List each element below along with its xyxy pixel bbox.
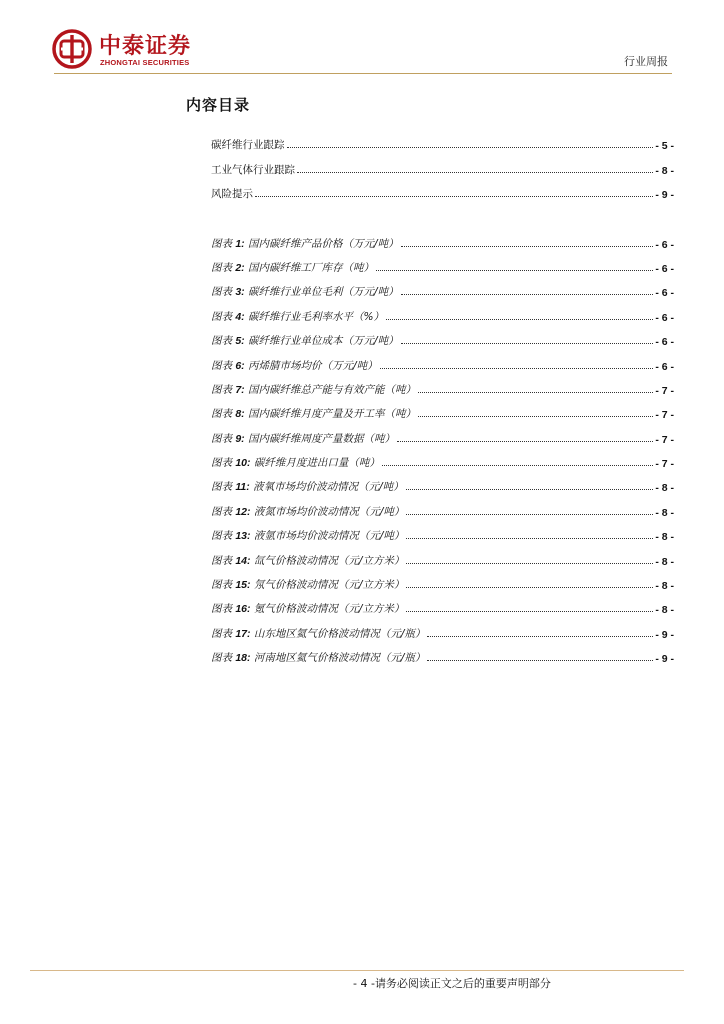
toc-section-entry[interactable] (211, 177, 674, 201)
report-type-label: 行业周报 (624, 55, 668, 68)
toc-figure-label (211, 358, 378, 373)
toc-entry-page: - 9 - (655, 653, 674, 666)
toc-entry-page: - 7 - (655, 458, 674, 471)
toc-figure-entry[interactable] (211, 251, 674, 275)
toc-figure-entry[interactable] (211, 397, 674, 421)
figure-prefix: 图表 (211, 457, 232, 470)
figure-title: 国内碳纤维月度产量及开工率（吨） (248, 408, 417, 421)
toc-figure-label (211, 333, 399, 348)
toc-entry-page: - 8 - (655, 164, 674, 177)
figure-title: 液氩市场均价波动情况（元/吨） (253, 530, 405, 543)
toc-leader-dots (255, 195, 653, 197)
toc-entry-page: - 8 - (655, 604, 674, 617)
figure-prefix: 图表 (211, 481, 232, 494)
toc-entry-label: 风险提示 (211, 188, 253, 201)
figure-prefix: 图表 (211, 432, 232, 445)
toc-figure-label (211, 455, 380, 470)
toc-figure-entry[interactable] (211, 324, 674, 348)
toc-leader-dots (427, 635, 653, 637)
toc-entry-page: - 6 - (655, 311, 674, 324)
figure-title: 氪气价格波动情况（元/立方米） (253, 603, 405, 616)
toc-leader-dots (386, 318, 653, 320)
figure-prefix: 图表 (211, 237, 232, 250)
toc-figure-label (211, 650, 425, 665)
toc-entry-page: - 7 - (655, 433, 674, 446)
toc-figure-entry[interactable] (211, 592, 674, 616)
figure-number: 7: (235, 383, 245, 396)
toc-figure-label (211, 528, 404, 543)
company-logo (52, 27, 222, 73)
toc-figure-label (211, 284, 399, 299)
figure-prefix: 图表 (211, 408, 232, 421)
toc-entry-page: - 6 - (655, 360, 674, 373)
figure-number: 10: (235, 457, 251, 470)
figure-prefix: 图表 (211, 554, 232, 567)
footer-disclaimer: 请务必阅读正文之后的重要声明部分 (374, 977, 551, 990)
toc-leader-dots (401, 293, 654, 295)
figure-title: 碳纤维行业毛利率水平（%） (248, 310, 385, 323)
toc-figure-entry[interactable] (211, 470, 674, 494)
toc-figure-label (211, 431, 395, 446)
toc-figure-label (211, 626, 425, 641)
table-of-contents (211, 128, 674, 665)
toc-title: 内容目录 (186, 96, 251, 114)
figure-prefix: 图表 (211, 652, 232, 665)
toc-figure-entry[interactable] (211, 519, 674, 543)
toc-figure-entry[interactable] (211, 641, 674, 665)
toc-entry-page: - 8 - (655, 482, 674, 495)
toc-entry-page: - 8 - (655, 555, 674, 568)
toc-entry-page: - 8 - (655, 580, 674, 593)
toc-leader-dots (406, 488, 654, 490)
toc-entry-page: - 7 - (655, 409, 674, 422)
toc-entry-page: - 8 - (655, 506, 674, 519)
figure-number: 5: (235, 335, 245, 348)
figure-title: 液氧市场均价波动情况（元/吨） (253, 481, 404, 494)
figure-prefix: 图表 (211, 603, 232, 616)
figure-number: 1: (235, 237, 245, 250)
toc-leader-dots (406, 586, 653, 588)
header-divider (54, 73, 672, 74)
toc-leader-dots (406, 537, 653, 539)
toc-figure-label (211, 236, 399, 251)
page-number: - 4 - (353, 977, 375, 990)
figure-title: 山东地区氦气价格波动情况（元/瓶） (253, 627, 426, 640)
toc-leader-dots (397, 440, 653, 442)
toc-leader-dots (418, 415, 653, 417)
figure-prefix: 图表 (211, 359, 232, 372)
page-footer (353, 975, 551, 991)
figure-number: 17: (235, 627, 251, 640)
toc-entry-page: - 6 - (655, 238, 674, 251)
toc-entry-label: 碳纤维行业跟踪 (211, 139, 285, 152)
toc-leader-dots (401, 245, 654, 247)
figure-title: 碳纤维行业单位成本（万元/吨） (248, 335, 399, 348)
toc-sections (211, 128, 674, 201)
figure-prefix: 图表 (211, 286, 232, 299)
toc-figure-label (211, 577, 404, 592)
toc-leader-dots (427, 659, 653, 661)
figure-title: 国内碳纤维工厂库存（吨） (248, 261, 375, 274)
toc-figure-label (211, 504, 404, 519)
toc-entry-page: - 6 - (655, 287, 674, 300)
toc-entry-page: - 9 - (655, 189, 674, 202)
toc-leader-dots (380, 367, 654, 369)
figure-number: 2: (235, 261, 245, 274)
figure-prefix: 图表 (211, 310, 232, 323)
figure-number: 8: (235, 408, 245, 421)
toc-figure-entry[interactable] (211, 543, 674, 567)
figure-prefix: 图表 (211, 335, 232, 348)
toc-entry-page: - 6 - (655, 336, 674, 349)
toc-figure-entry[interactable] (211, 275, 674, 299)
logo-english-name: ZHONGTAI SECURITIES (100, 58, 190, 67)
toc-figures (211, 226, 674, 665)
toc-figure-entry[interactable] (211, 226, 674, 250)
figure-number: 16: (235, 603, 251, 616)
figure-title: 氙气价格波动情况（元/立方米） (253, 554, 405, 567)
figure-title: 丙烯腈市场均价（万元/吨） (248, 359, 378, 372)
toc-figure-entry[interactable] (211, 373, 674, 397)
toc-spacer (211, 201, 674, 226)
toc-leader-dots (418, 391, 653, 393)
toc-entry-page: - 7 - (655, 384, 674, 397)
figure-title: 国内碳纤维产品价格（万元/吨） (248, 237, 399, 250)
toc-figure-label (211, 479, 404, 494)
toc-figure-entry[interactable] (211, 299, 674, 323)
toc-leader-dots (406, 562, 653, 564)
figure-number: 13: (235, 530, 251, 543)
figure-title: 氖气价格波动情况（元/立方米） (253, 579, 405, 592)
toc-leader-dots (406, 610, 653, 612)
figure-number: 14: (235, 554, 251, 567)
figure-title: 碳纤维行业单位毛利（万元/吨） (248, 286, 399, 299)
toc-leader-dots (406, 513, 653, 515)
figure-title: 河南地区氦气价格波动情况（元/瓶） (253, 652, 426, 665)
figure-title: 液氮市场均价波动情况（元/吨） (253, 505, 405, 518)
toc-figure-entry[interactable] (211, 616, 674, 640)
toc-figure-entry[interactable] (211, 446, 674, 470)
toc-leader-dots (401, 342, 654, 344)
toc-figure-entry[interactable] (211, 494, 674, 518)
toc-entry-label: 工业气体行业跟踪 (211, 163, 295, 176)
toc-figure-entry[interactable] (211, 568, 674, 592)
toc-section-entry[interactable] (211, 128, 674, 152)
figure-number: 11: (235, 481, 250, 494)
toc-figure-label (211, 260, 374, 275)
toc-figure-entry[interactable] (211, 348, 674, 372)
toc-leader-dots (376, 269, 653, 271)
figure-title: 国内碳纤维周度产量数据（吨） (248, 432, 396, 445)
toc-section-entry[interactable] (211, 152, 674, 176)
figure-number: 6: (235, 359, 245, 372)
toc-leader-dots (297, 171, 653, 173)
figure-title: 碳纤维月度进出口量（吨） (253, 457, 380, 470)
toc-entry-page: - 8 - (655, 531, 674, 544)
figure-prefix: 图表 (211, 261, 232, 274)
figure-prefix: 图表 (211, 579, 232, 592)
figure-prefix: 图表 (211, 383, 232, 396)
toc-entry-page: - 6 - (655, 262, 674, 275)
logo-chinese-name: 中泰证券 (99, 34, 192, 59)
zhongtai-logo-icon (52, 29, 92, 69)
toc-leader-dots (382, 464, 653, 466)
footer-divider (30, 970, 684, 971)
toc-figure-label (211, 601, 404, 616)
figure-title: 国内碳纤维总产能与有效产能（吨） (248, 383, 417, 396)
figure-number: 3: (235, 286, 245, 299)
toc-entry-page: - 5 - (655, 140, 674, 153)
figure-number: 15: (235, 579, 251, 592)
figure-prefix: 图表 (211, 530, 232, 543)
toc-figure-label (211, 553, 404, 568)
figure-prefix: 图表 (211, 505, 232, 518)
toc-leader-dots (287, 146, 654, 148)
figure-number: 9: (235, 432, 245, 445)
page-header (0, 0, 724, 80)
figure-number: 4: (235, 310, 245, 323)
toc-figure-entry[interactable] (211, 421, 674, 445)
figure-number: 12: (235, 505, 251, 518)
toc-figure-label (211, 382, 416, 397)
figure-prefix: 图表 (211, 627, 232, 640)
toc-figure-label (211, 406, 416, 421)
figure-number: 18: (235, 652, 251, 665)
toc-figure-label (211, 309, 384, 324)
toc-entry-page: - 9 - (655, 628, 674, 641)
